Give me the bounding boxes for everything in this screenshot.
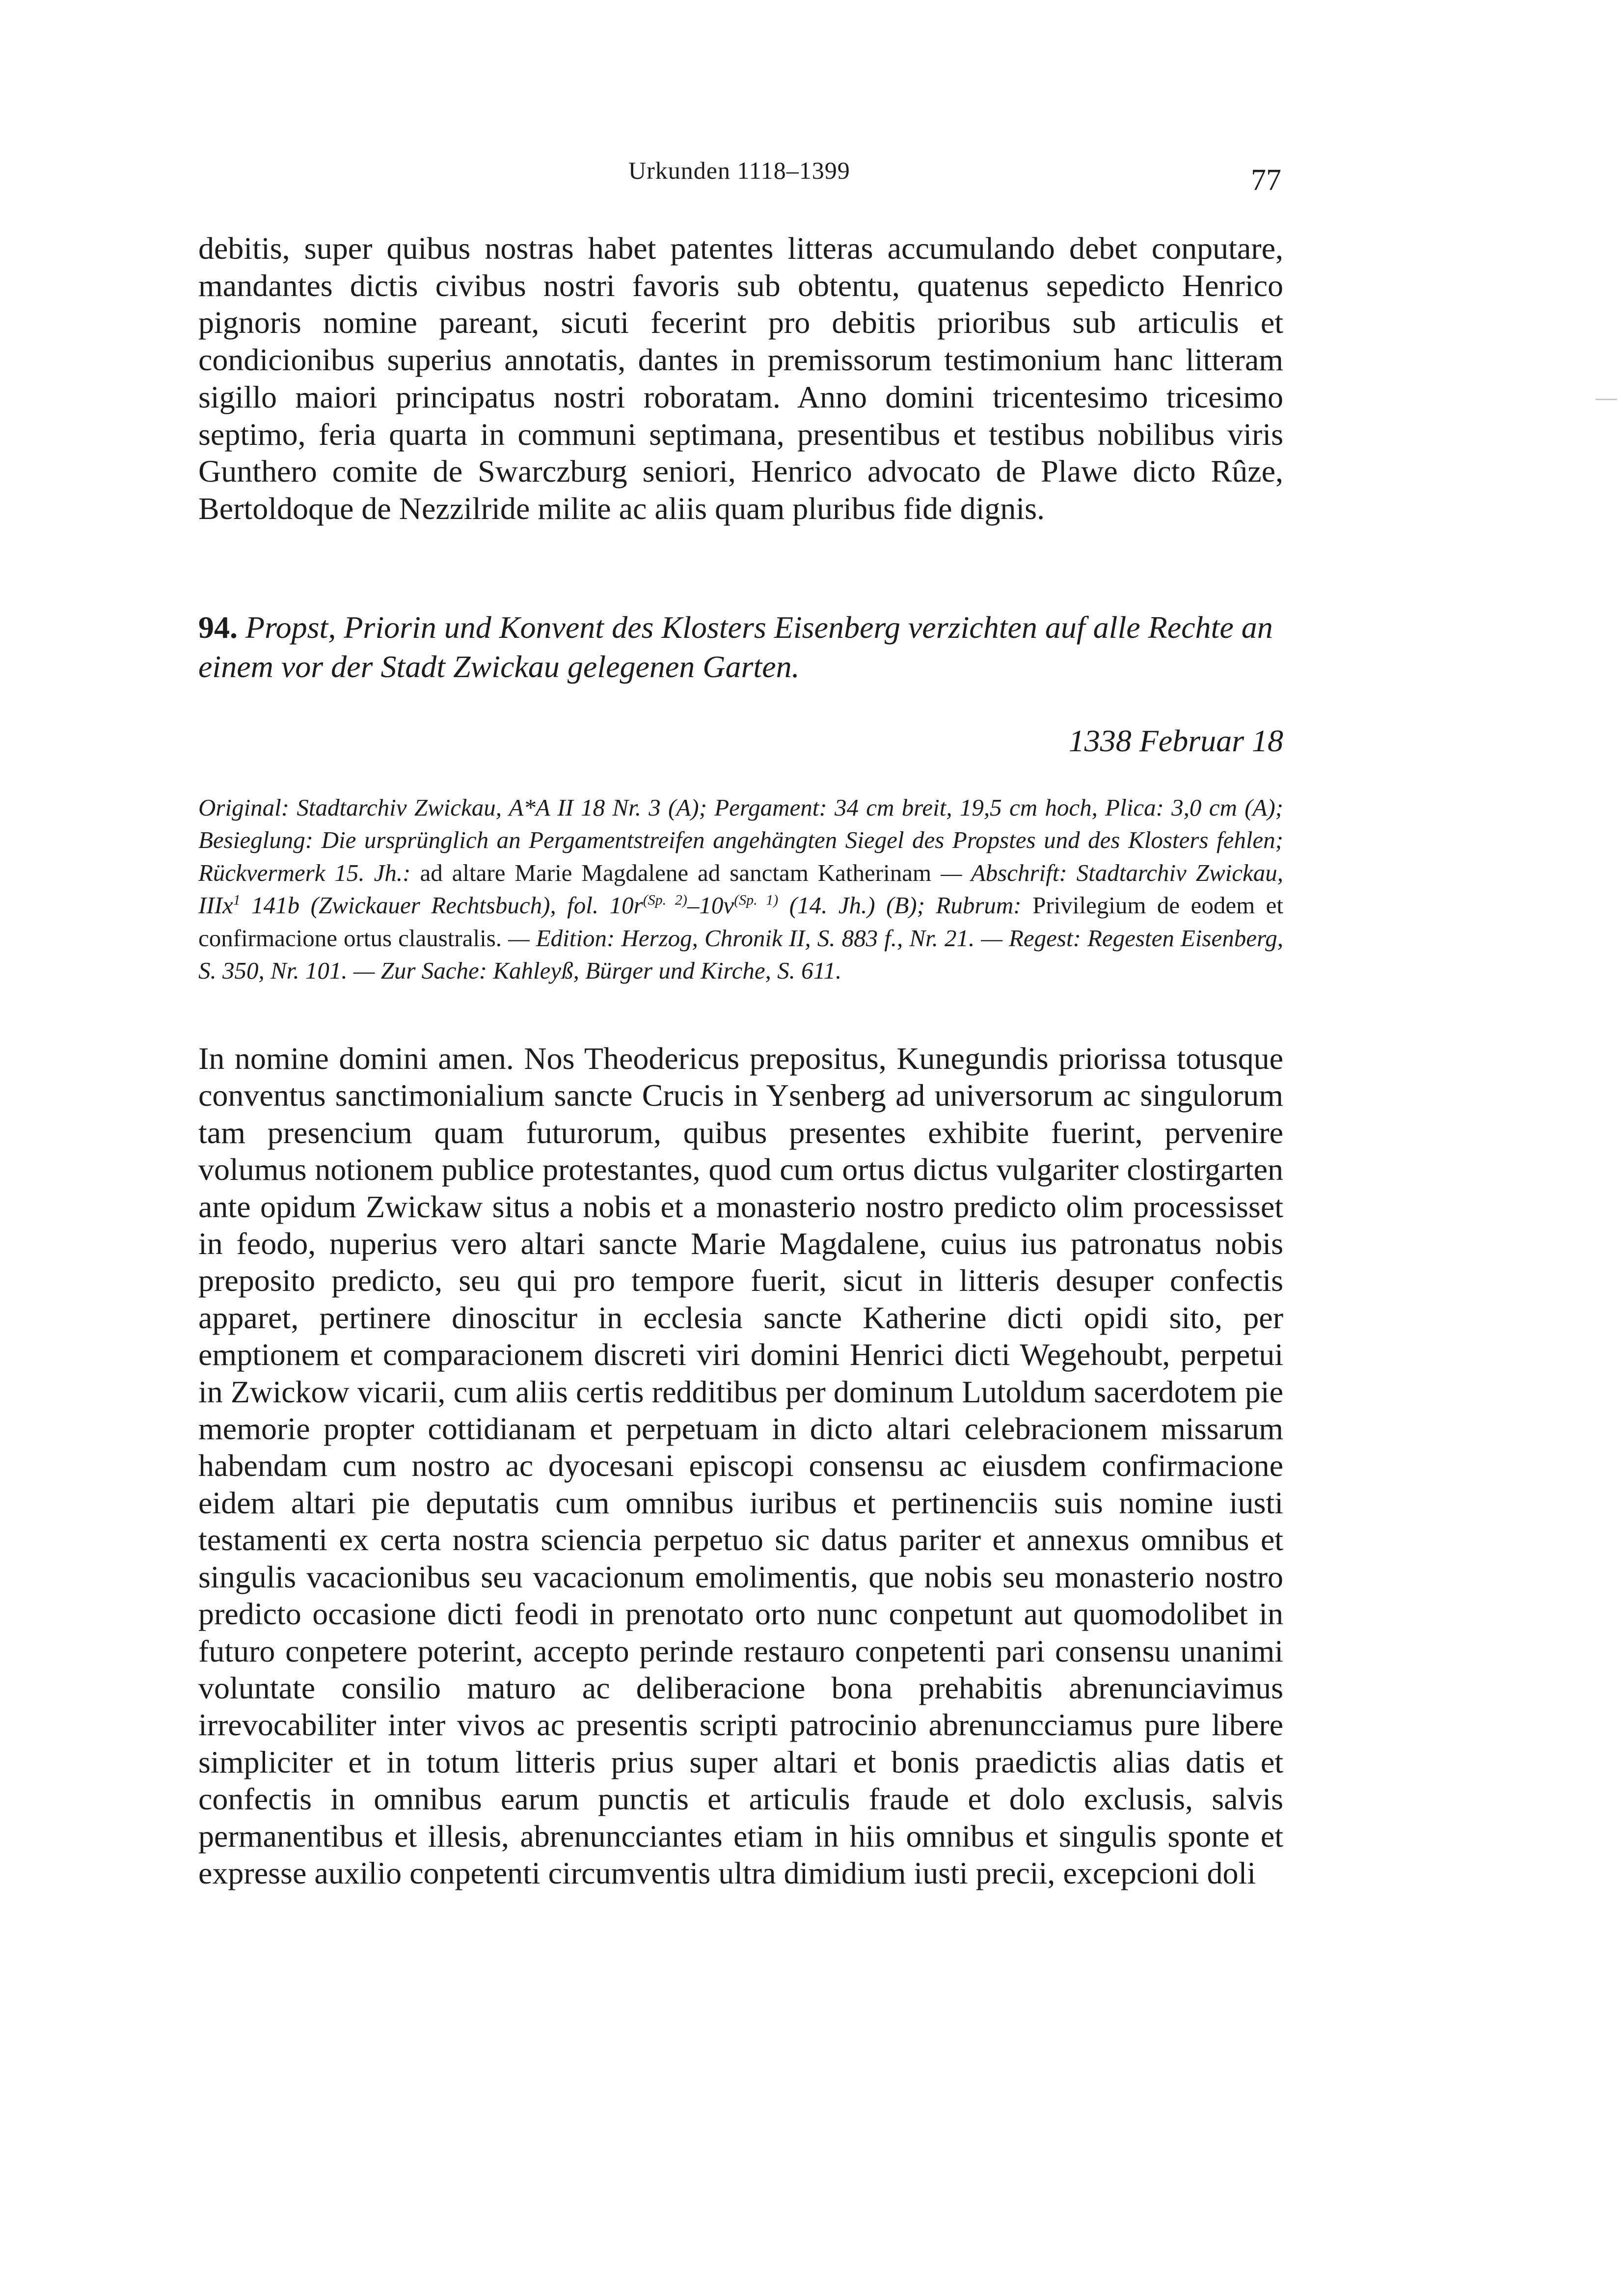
continuation-paragraph: debitis, super quibus nostras habet patentes litteras accumulando debet conputare, mandantes dictis civibus nostri favoris sub obtentu, quatenus sepedicto Henrico pignoris nomine pareant, sicuti fecerint pro debitis prioribus sub articulis et condicionibus superius annotatis, dantes in premissorum testimonium hanc litteram sigillo maiori principatus nostri roboratam. Anno domini tricentesimo tricesimo septimo, feria quarta in communi septimana, presentibus et testibus nobilibus viris Gunthero comite de Swarczburg seniori, Henrico advocato de Plawe dicto Rûze, Bertoldoque de Nezzilride milite ac aliis quam pluribus fide dignis.: [198, 231, 1283, 526]
document-title: Propst, Priorin und Konvent des Klosters Eisenberg verzichten auf alle Rechte an einem vor der Stadt Zwickau gelegenen Garten.: [198, 610, 1273, 684]
page-number: 77: [1251, 164, 1281, 197]
document-number: 94.: [198, 610, 238, 645]
margin-mark: [1596, 399, 1617, 400]
document-date: 1338 Februar 18: [1068, 723, 1283, 758]
apparatus-original: Original: Stadtarchiv Zwickau, A*A II 18 Nr. 3 (A); Pergament: 34 cm breit, 19,5 cm hoch, Plica: 3,0 cm (A); Besieglung: Die ursprünglich an Pergamentstreifen angehängten Siegel des Propstes und des Klosters fehlen; Rückvermerk 15. Jh.:: [198, 794, 1283, 886]
apparatus-rubrum-text: Privilegium de eodem et confirmacione ortus claustralis.: [198, 892, 1284, 952]
source-apparatus: [198, 792, 1283, 987]
apparatus-sup-2: (Sp. 2): [643, 892, 687, 908]
apparatus-copy: — Abschrift: Stadtarchiv Zwickau, IIIx: [198, 859, 1284, 919]
document-heading: [198, 608, 1283, 686]
apparatus-endorsement-text: ad altare Marie Magdalene ad sanctam Katherinam: [420, 859, 932, 886]
apparatus-rubrum-label: (14. Jh.) (B); Rubrum:: [789, 892, 1022, 919]
apparatus-sup-1: 1: [233, 892, 241, 908]
apparatus-sup-3: (Sp. 1): [734, 892, 779, 908]
apparatus-edition: — Edition: Herzog, Chronik II, S. 883 f., Nr. 21. — Regest: Regesten Eisenberg, S. 350, Nr. 101. — Zur Sache: Kahleyß, Bürger und Kirche, S. 611.: [198, 924, 1283, 984]
running-head: Urkunden 1118–1399: [628, 157, 850, 184]
charter-text: In nomine domini amen. Nos Theodericus prepositus, Kunegundis priorissa totusque conventus sanctimonialium sancte Crucis in Ysenberg ad universorum ac singulorum tam presencium quam futurorum, quibus presentes exhibite fuerint, pervenire volumus notionem publice protestantes, quod cum ortus dictus vulgariter clostirgarten ante opidum Zwickaw situs a nobis et a monasterio nostro predicto olim processisset in feodo, nuperius vero altari sancte Marie Magdalene, cuius ius patronatus nobis preposito predicto, seu qui pro tempore fuerit, sicut in litteris desuper confectis apparet, pertinere dinoscitur in ecclesia sancte Katherine dicti opidi sito, per emptionem et comparacionem discreti viri domini Henrici dicti Wegehoubt, perpetui in Zwickow vicarii, cum aliis certis redditibus per dominum Lutoldum sacerdotem pie memorie propter cottidianam et perpetuam in dicto altari celebracionem missarum habendam cum nostro ac dyocesani episcopi consensu ac eiusdem confirmacione eidem altari pie deputatis cum omnibus iuribus et pertinenciis suis nomine iusti testamenti ex certa nostra sciencia perpetuo sic datus pariter et annexus omnibus et singulis vacacionibus seu vacacionum emolimentis, que nobis seu monasterio nostro predicto occasione dicti feodi in prenotato orto nunc conpetunt aut quomodolibet in futuro conpetere poterint, accepto perinde restauro conpetenti pari consensu unanimi voluntate consilio maturo ac deliberacione bona prehabitis abrenunciavimus irrevocabiliter inter vivos ac presentis scripti patrocinio abrenuncciamus pure libere simpliciter et in totum litteris prius super altari et bonis praedictis alias datis et confectis in omnibus earum punctis et articulis fraude et dolo exclusis, salvis permanentibus et illesis, abrenuncciantes etiam in hiis omnibus et singulis sponte et expresse auxilio conpetenti circumventis ultra dimidium iusti precii, excepcioni doli: [198, 1041, 1283, 1890]
apparatus-folio-end: –10v: [687, 892, 734, 919]
apparatus-copy-folio: 141b (Zwickauer Rechtsbuch), fol. 10r: [251, 892, 643, 919]
